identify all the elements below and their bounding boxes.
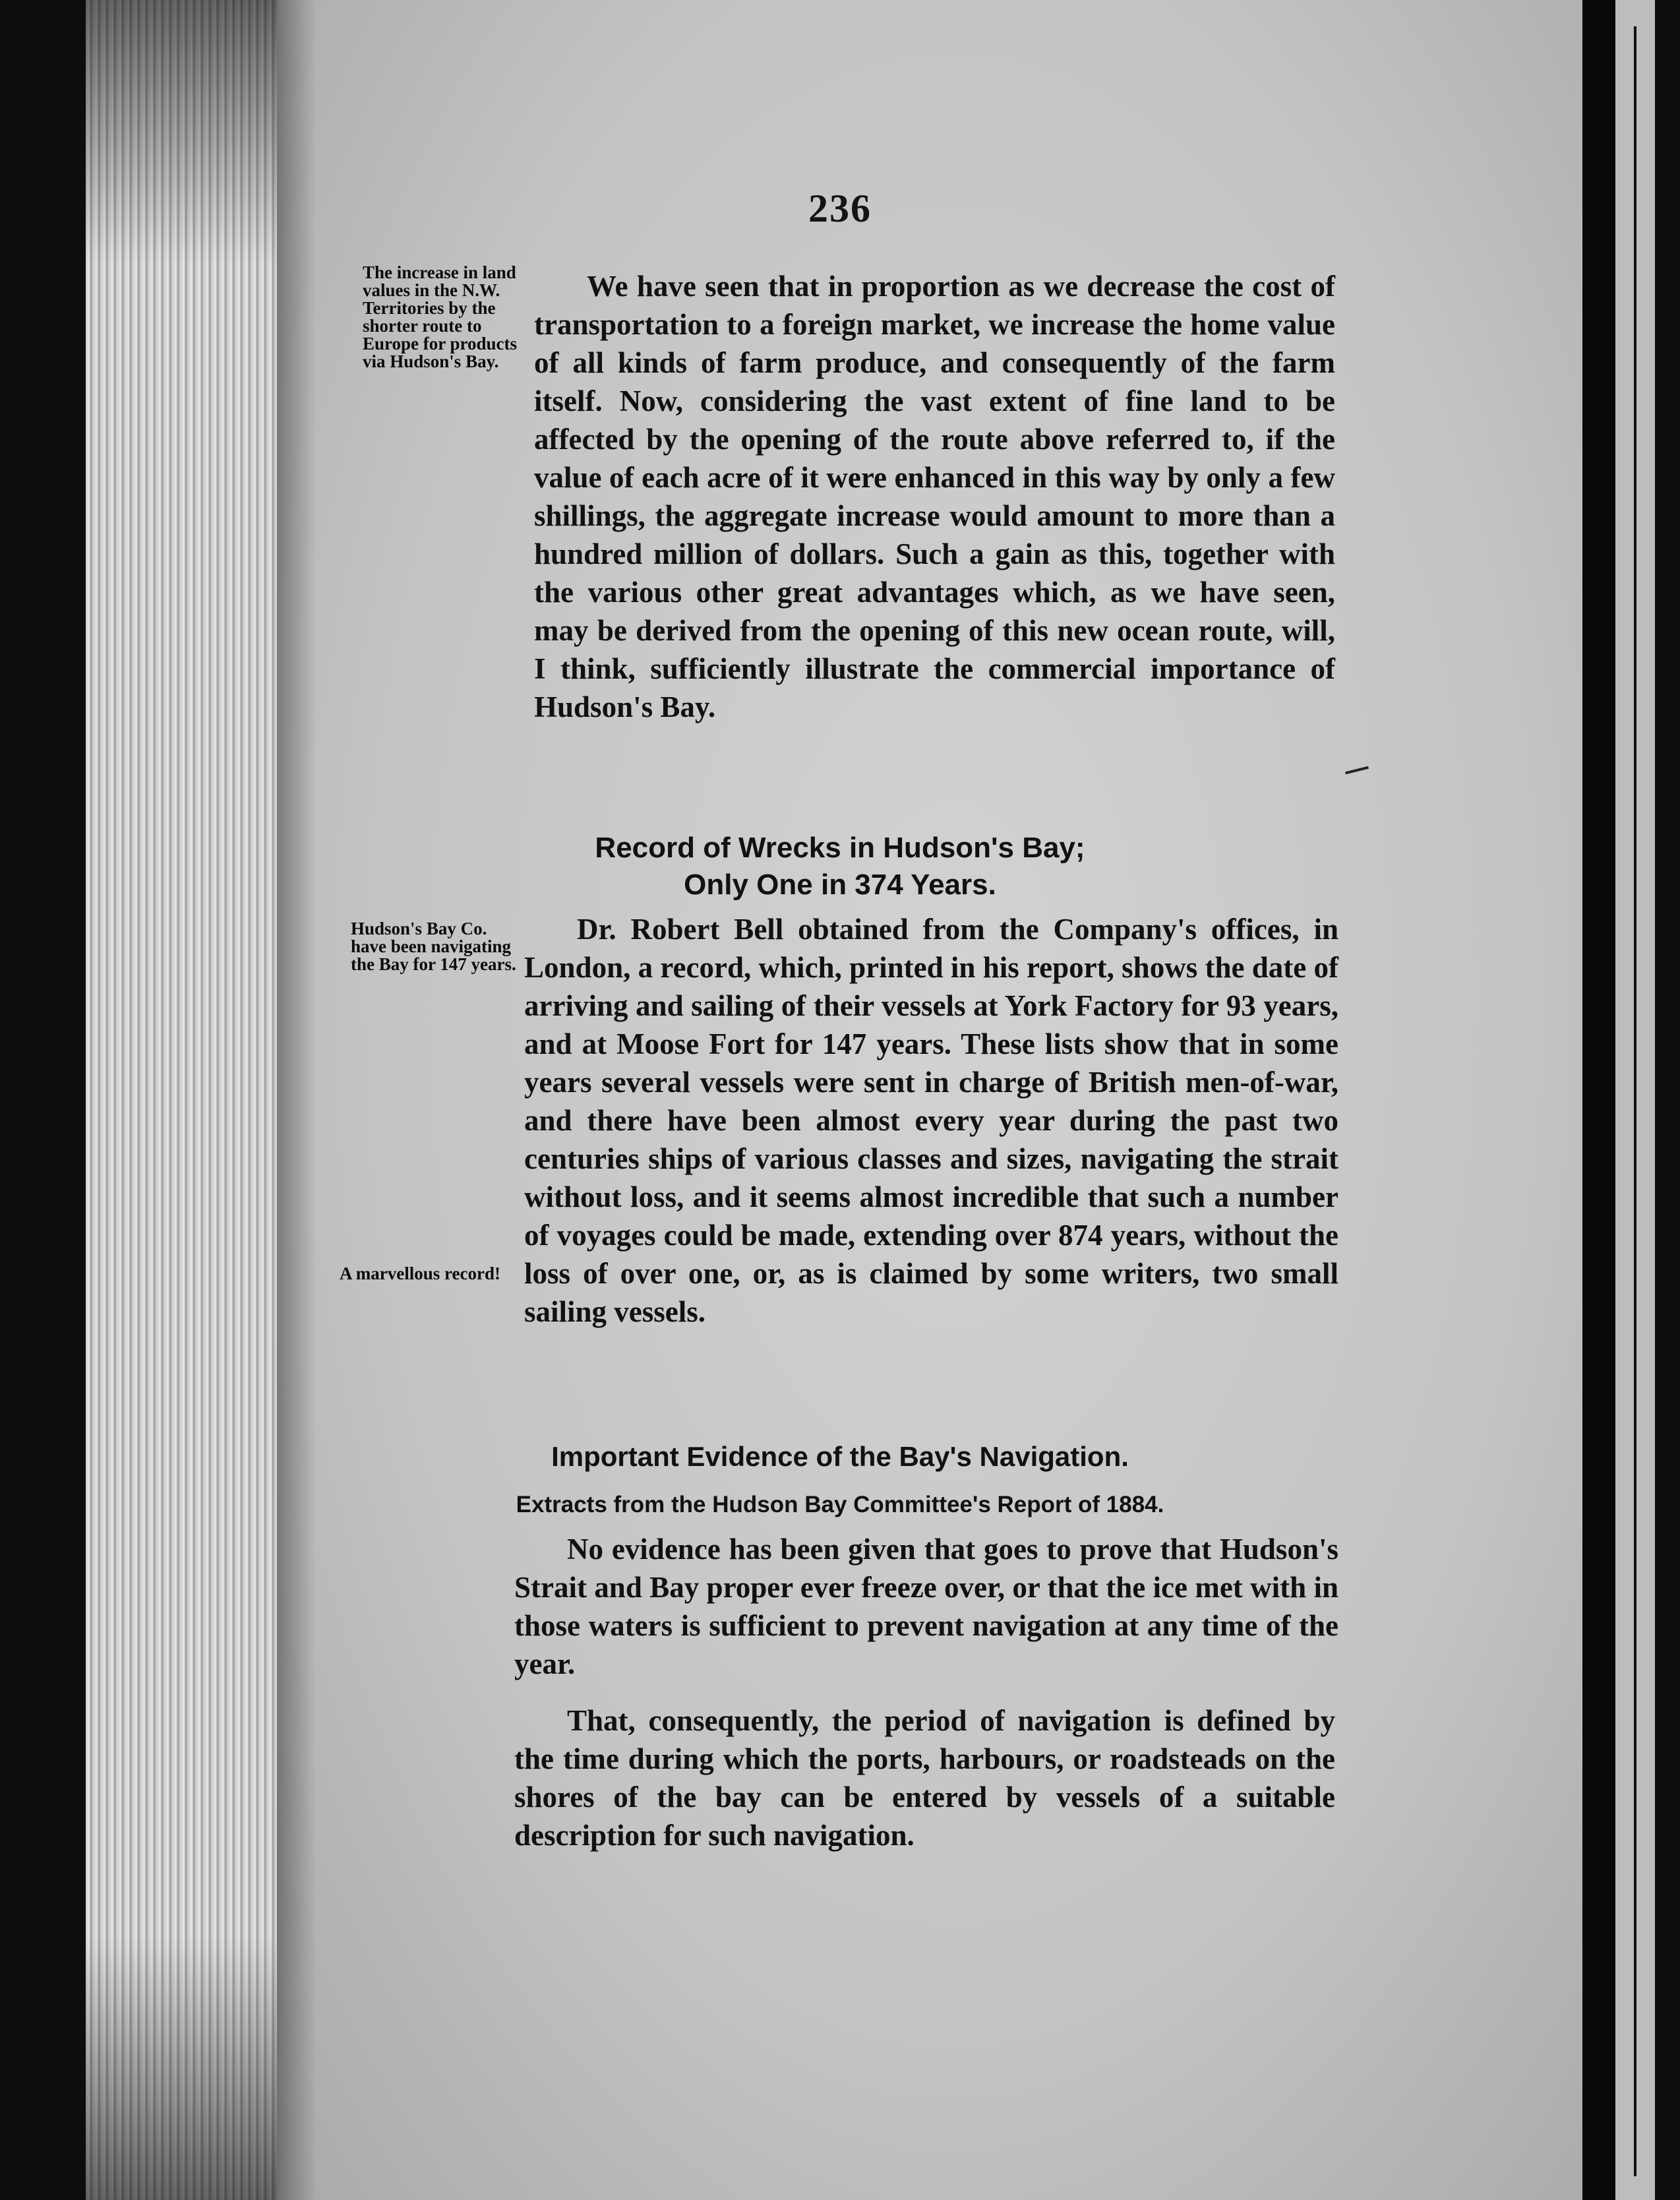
heading-record-of-wrecks-line1: Record of Wrecks in Hudson's Bay; bbox=[595, 832, 1085, 864]
paragraph-period-of-navigation: That, consequently, the period of navigation is defined by the time during which the ports, harbours, or roadsteads on the shores of the bay can be entered by vessels of a suitable description for such navigation. bbox=[514, 1704, 1335, 1852]
page-number: 236 bbox=[808, 187, 872, 230]
paragraph-no-evidence-freeze: No evidence has been given that goes to prove that Hudson's Strait and Bay proper ever freeze over, or that the ice met with in those waters is sufficient to prevent navigation at any time of the year. bbox=[514, 1533, 1338, 1680]
heading-important-evidence: Important Evidence of the Bay's Navigation. bbox=[551, 1441, 1129, 1472]
sidenote-marvellous-record: A marvellous record! bbox=[340, 1264, 500, 1283]
adjacent-page-rule bbox=[1634, 26, 1636, 2176]
heading-record-of-wrecks-line2: Only One in 374 Years. bbox=[684, 869, 996, 901]
subheading-committee-extracts: Extracts from the Hudson Bay Committee's Report of 1884. bbox=[516, 1492, 1164, 1517]
sidenote-land-values: The increase in land values in the N.W. Territories by the shorter route to Europe for products via Hudson's Bay. bbox=[363, 262, 518, 371]
book-page-edges bbox=[86, 0, 284, 2200]
paragraph-land-values: We have seen that in proportion as we decrease the cost of transportation to a foreign market, we increase the home value of all kinds of farm produce, and consequently of the farm itself. Now, considering the vast extent of fine land to be affected by the opening of the route above referred to, if the value of each acre of it were enhanced in this way by only a few shillings, the aggregate increase would amount to more than a hundred million of dollars. Such a gain as this, together with the various other great advantages which, as we have seen, may be derived from the opening of this new ocean route, will, I think, sufficiently illustrate the commercial importance of Hudson's Bay. bbox=[534, 270, 1335, 723]
heading-record-of-wrecks bbox=[0, 830, 1680, 903]
paragraph-robert-bell-record: Dr. Robert Bell obtained from the Company's offices, in London, a record, which, printed in his report, shows the date of arriving and sailing of their vessels at York Factory for 93 years, and at Moose Fort for 147 years. These lists show that in some years several vessels were sent in charge of British men-of-war, and there have been almost every year during the past two centuries ships of various classes and sizes, navigating the strait without loss, and it seems almost incredible that such a number of voyages could be made, extending over 874 years, without the loss of over one, or, as is claimed by some writers, two small sailing vessels. bbox=[524, 913, 1338, 1328]
book-gutter bbox=[1582, 0, 1615, 2200]
sidenote-hbc-navigating: Hudson's Bay Co. have been navigating the Bay for 147 years. bbox=[351, 919, 516, 974]
